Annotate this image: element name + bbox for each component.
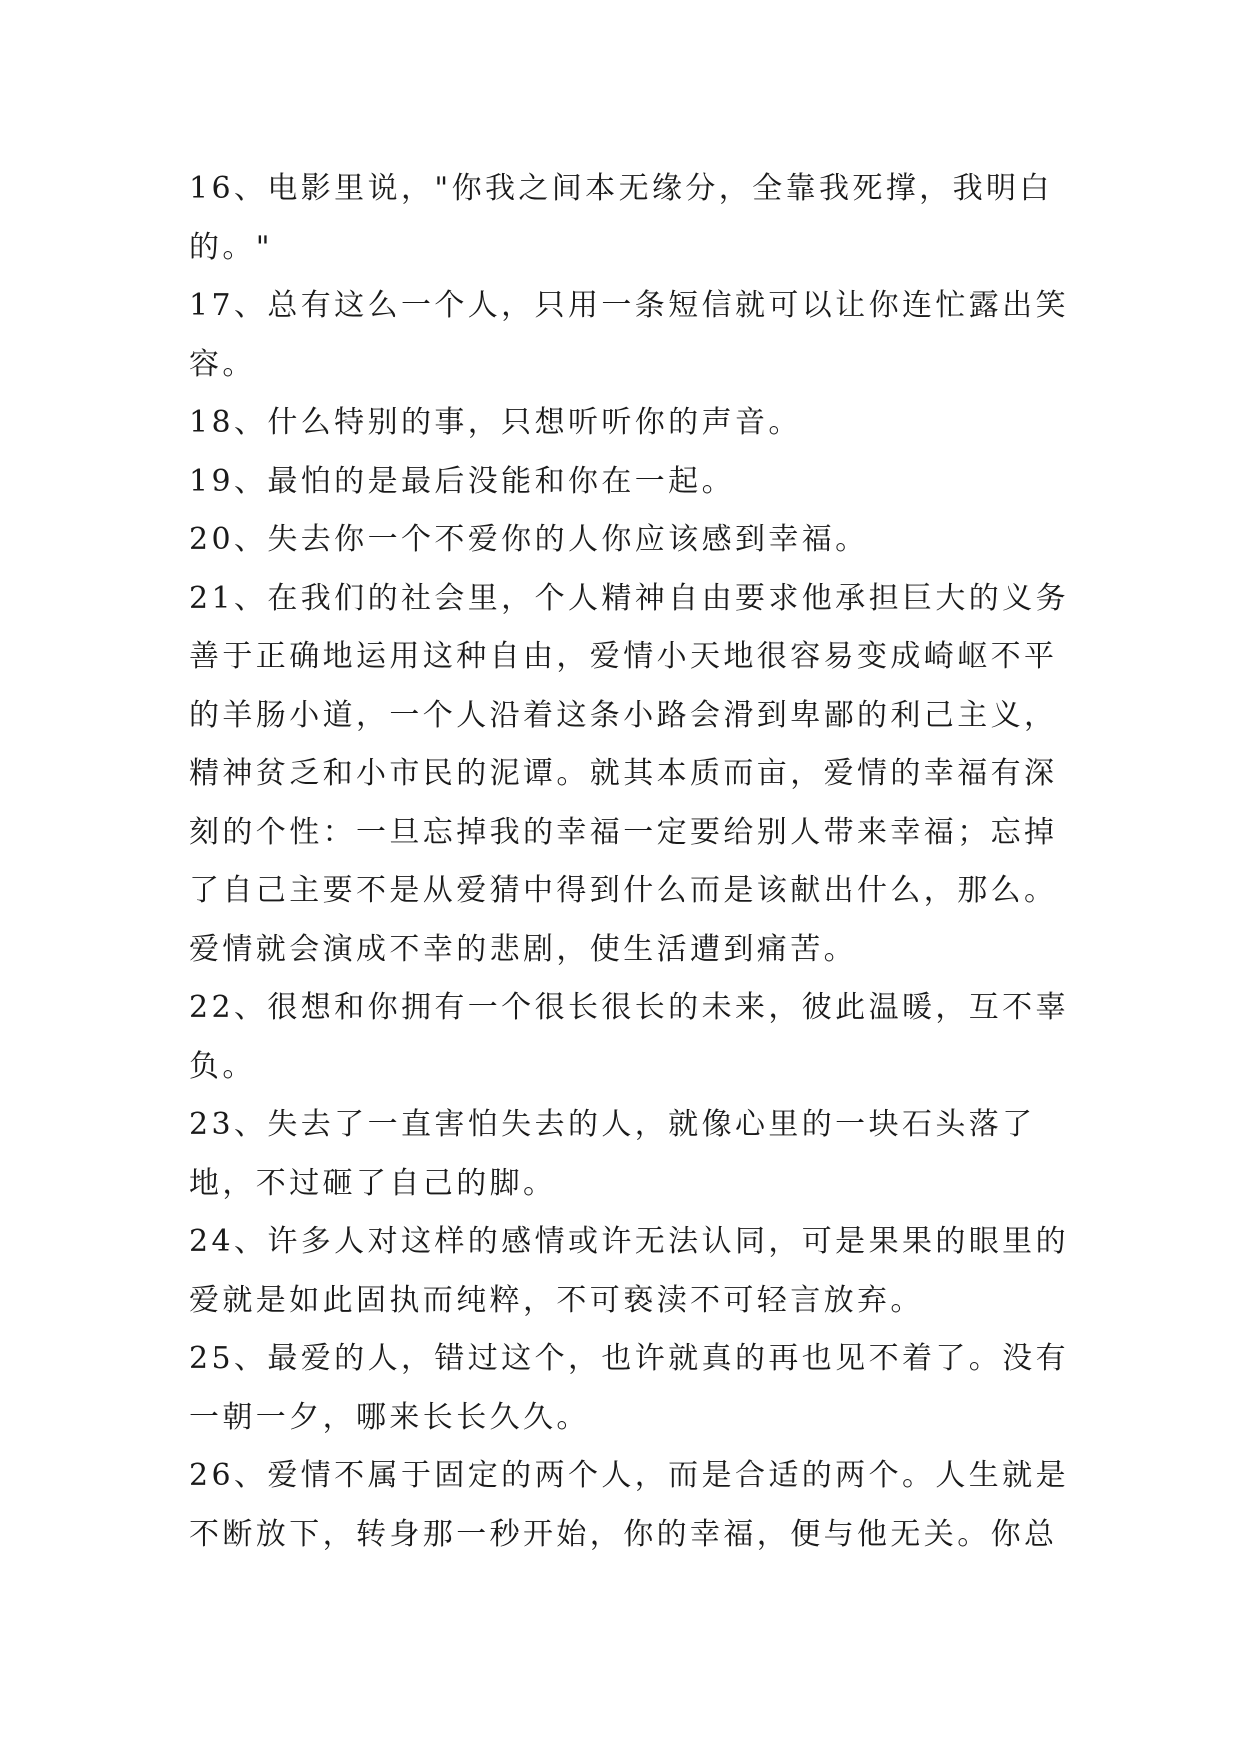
list-item: 23、失去了一直害怕失去的人，就像心里的一块石头落了地，不过砸了自己的脚。 [189,1107,1036,1201]
list-item: 20、失去你一个不爱你的人你应该感到幸福。 [189,522,869,557]
list-item: 26、爱情不属于固定的两个人，而是合适的两个。人生就是不断放下，转身那一秒开始，你的幸福，便与他无关。你总 [189,1458,1069,1552]
list-item: 19、最怕的是最后没能和你在一起。 [189,463,735,499]
list-item: 21、在我们的社会里，个人精神自由要求他承担巨大的义务善于正确地运用这种自由，爱情小天地很容易变成崎岖不平的羊肠小道，一个人沿着这条小路会滑到卑鄙的利己主义，精神贫乏和小市民的泥谭。就其本质而亩，爱情的幸福有深刻的个性：一旦忘掉我的幸福一定要给别人带来幸福；忘掉了自己主要不是从爱猜中得到什么而是该献出什么，那么。爱情就会演成不幸的悲剧，使生活遭到痛苦。 [189,580,1069,967]
document-body [189,160,1069,1564]
list-item: 24、许多人对这样的感情或许无法认同，可是果果的眼里的爱就是如此固执而纯粹，不可亵渎不可轻言放弃。 [189,1224,1069,1318]
list-item: 25、最爱的人，错过这个，也许就真的再也见不着了。没有一朝一夕，哪来长长久久。 [189,1341,1069,1435]
list-item: 18、什么特别的事，只想听听你的声音。 [189,405,802,440]
list-item: 22、很想和你拥有一个很长很长的未来，彼此温暖，互不辜负。 [189,990,1069,1084]
list-item: 17、总有这么一个人，只用一条短信就可以让你连忙露出笑容。 [189,288,1069,382]
list-item: 16、电影里说，"你我之间本无缘分，全靠我死撑，我明白的。" [189,171,1053,265]
